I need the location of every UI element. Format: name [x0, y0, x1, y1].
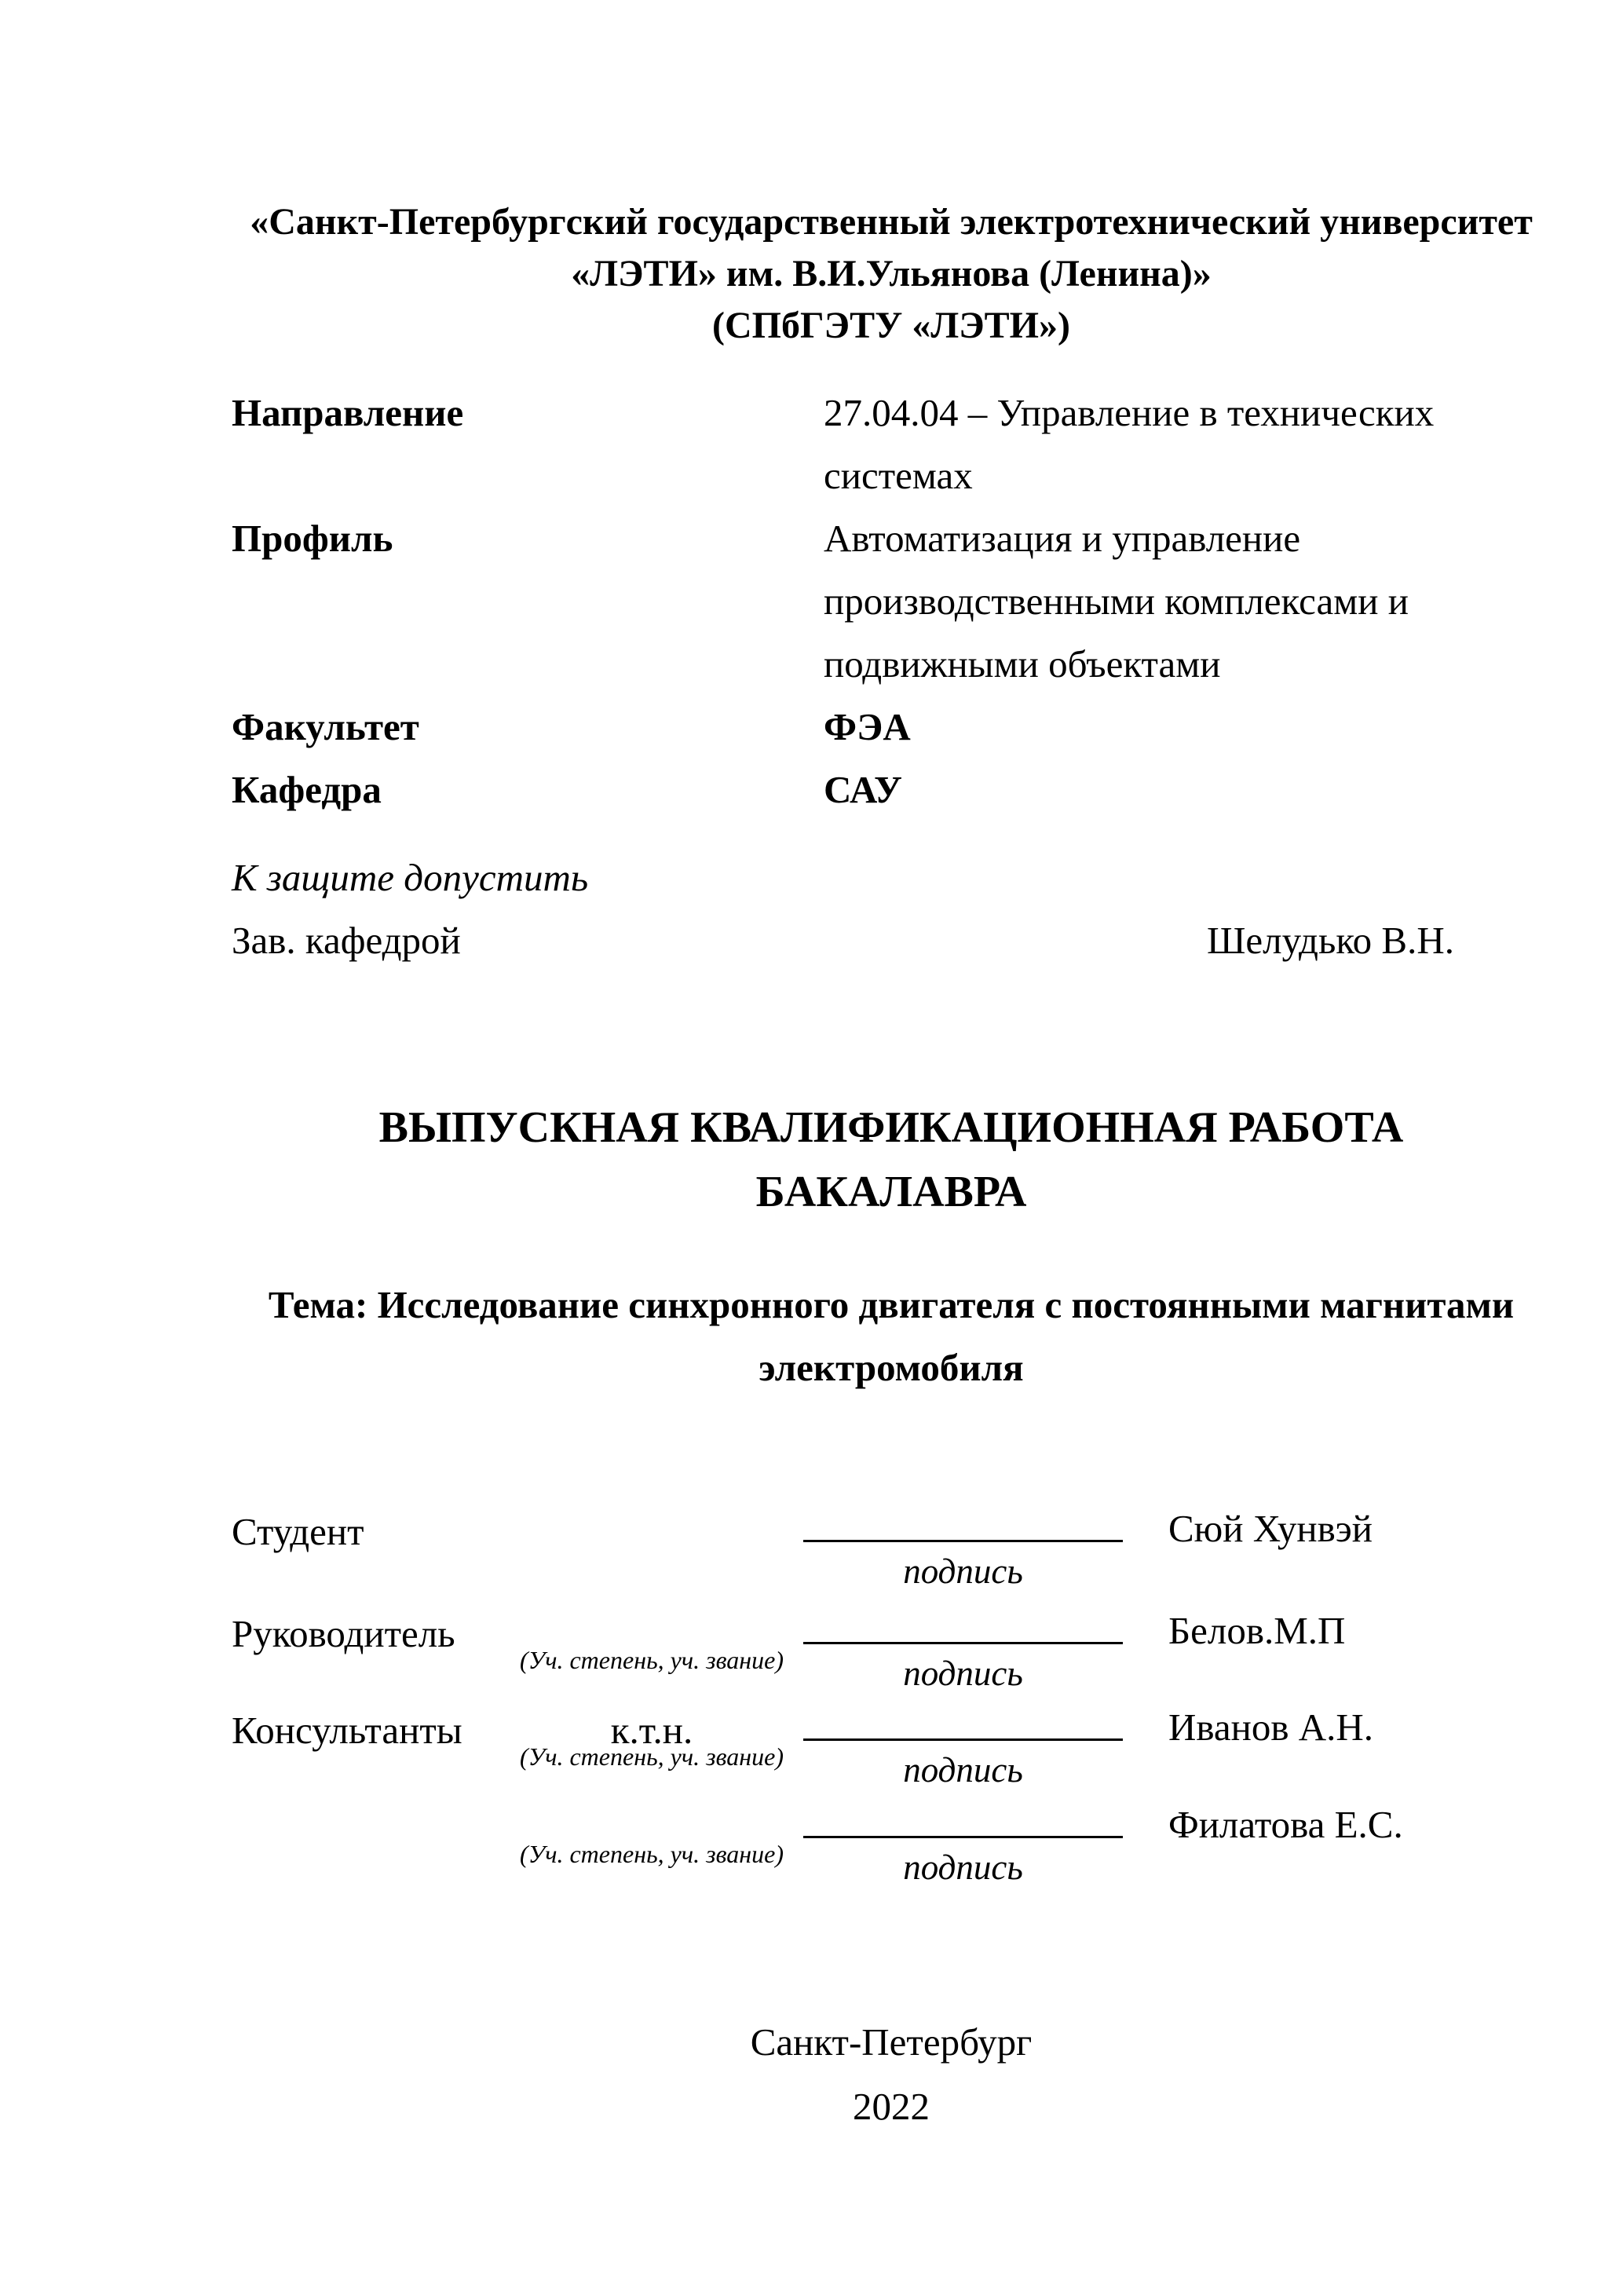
program-info-table: [232, 382, 1535, 821]
profile-label: Профиль: [232, 517, 393, 560]
department-head-name: Шелудько В.Н.: [1207, 919, 1454, 962]
degree-note: (Уч. степень, уч. звание): [520, 1742, 784, 1771]
signature-caption: подпись: [903, 1848, 1023, 1887]
topic-line2: электромобиля: [758, 1346, 1024, 1389]
footer: [232, 2010, 1551, 2139]
work-title-line1: ВЫПУСКНАЯ КВАЛИФИКАЦИОННАЯ РАБОТА: [378, 1103, 1404, 1152]
signature-role: Студент: [232, 1510, 364, 1553]
university-header: [232, 196, 1551, 352]
signature-line: [803, 1598, 1123, 1644]
signature-row-supervisor: [232, 1598, 1566, 1696]
direction-label: Направление: [232, 391, 464, 434]
signature-caption: подпись: [903, 1750, 1023, 1790]
signature-role: Руководитель: [232, 1612, 455, 1655]
footer-city: Санкт-Петербург: [750, 2020, 1033, 2064]
profile-value: Автоматизация и управление производственными комплексами и подвижными объектами: [824, 517, 1409, 686]
signature-caption: подпись: [903, 1552, 1023, 1591]
signatory-name: Белов.М.П: [1168, 1609, 1346, 1652]
signatures-block: [232, 1496, 1566, 1936]
signature-column: [803, 1695, 1123, 1791]
topic: [232, 1274, 1551, 1399]
faculty-value: ФЭА: [824, 705, 911, 748]
university-name-line3: (СПбГЭТУ «ЛЭТИ»): [712, 305, 1070, 346]
department-value: САУ: [824, 768, 902, 811]
direction-value: 27.04.04 – Управление в технических системах: [824, 391, 1435, 497]
university-name-line2: «ЛЭТИ» им. В.И.Ульянова (Ленина)»: [571, 253, 1212, 294]
admission-block: [232, 846, 1551, 972]
signature-column: [803, 1496, 1123, 1592]
signature-row-consultant-2: [232, 1792, 1566, 1933]
signature-row-student: [232, 1496, 1566, 1594]
signature-role: Консультанты: [232, 1709, 462, 1752]
work-title-line2: БАКАЛАВРА: [755, 1168, 1027, 1216]
admission-permit-line: К защите допустить: [232, 856, 589, 899]
signature-column: [803, 1792, 1123, 1888]
signature-column: [803, 1598, 1123, 1695]
signature-caption: подпись: [903, 1654, 1023, 1693]
department-head-row: [232, 909, 1551, 972]
signatory-name: Сюй Хунвэй: [1168, 1507, 1373, 1550]
topic-line1: Тема: Исследование синхронного двигателя с постоянными магнитами: [268, 1283, 1515, 1326]
signature-row-consultant-1: [232, 1695, 1566, 1793]
signatory-name: Филатова Е.С.: [1168, 1803, 1403, 1846]
degree-note: (Уч. степень, уч. звание): [520, 1840, 784, 1868]
footer-year: 2022: [853, 2085, 930, 2128]
signature-line: [803, 1496, 1123, 1542]
signature-line: [803, 1695, 1123, 1741]
signature-line: [803, 1792, 1123, 1838]
faculty-label: Факультет: [232, 705, 419, 748]
department-label: Кафедра: [232, 768, 382, 811]
work-title: [232, 1095, 1551, 1224]
signatory-name: Иванов А.Н.: [1168, 1706, 1374, 1749]
department-head-label: Зав. кафедрой: [232, 919, 461, 962]
signature-degree: к.т.н.: [610, 1709, 693, 1752]
degree-note: (Уч. степень, уч. звание): [520, 1646, 784, 1674]
university-name-line1: «Санкт-Петербургский государственный электротехнический университет: [250, 201, 1533, 243]
